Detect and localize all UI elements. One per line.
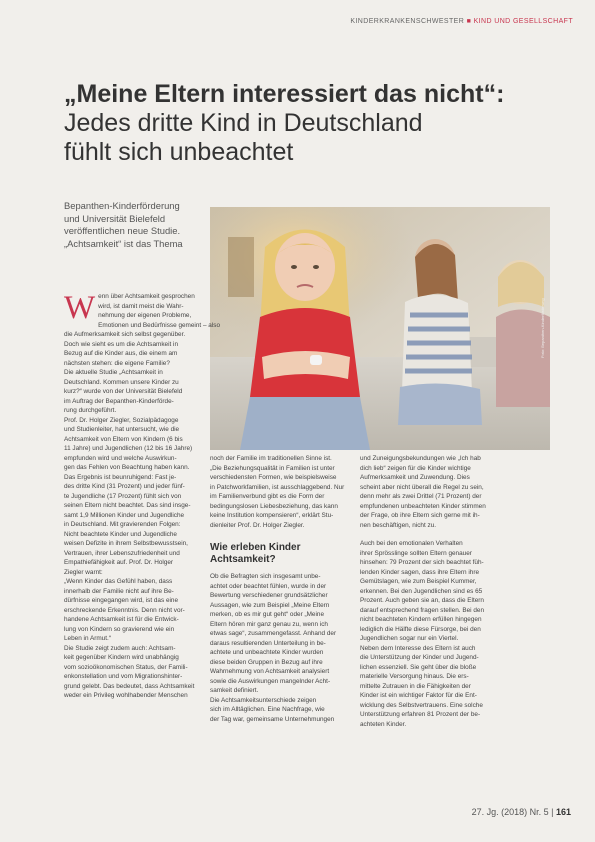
text-line: seinen Eltern nicht beachtet. Das sind insge- — [64, 502, 191, 509]
text-line: Emotionen und Bedürfnisse gemeint – also — [98, 321, 221, 329]
text-line: verschiedensten Formen, wie beispielsweise — [210, 474, 337, 481]
text-line: Empathiefähigkeit auf. Prof. Dr. Holger — [64, 559, 174, 566]
text-line: empfundenen unbeachteten Kinder stimmen — [360, 502, 486, 510]
text-line: rung durchgeführt. — [64, 407, 117, 414]
text-line: Deutschland. Kommen unsere Kinder zu — [64, 378, 179, 386]
text-line: gen das Fehlen von Beachtung haben kann. — [64, 464, 190, 471]
running-header — [350, 18, 573, 25]
text-line: samt 1,9 Millionen Kinder und Jugendliche — [64, 511, 185, 519]
title-line-2: Jedes dritte Kind in Deutschland — [64, 109, 423, 137]
header-category: KIND UND GESELLSCHAFT — [473, 18, 573, 25]
text-line: in Deutschland. Mit gravierenden Folgen: — [64, 521, 181, 528]
lead-line: veröffentlichen neue Studie. — [64, 225, 181, 236]
text-line: des dritte Kind (31 Prozent) und jeder fünf- — [64, 483, 185, 490]
text-line: handene Achtsamkeit ist für die Entwick- — [64, 616, 179, 623]
text-line: achtet oder beachtet fühlen, wurde in der — [210, 582, 327, 590]
text-line: der Tag war, gemeinsame Unternehmungen — [210, 715, 335, 723]
issue-info: 27. Jg. (2018) Nr. 5 | — [471, 807, 554, 817]
text-line: Prof. Dr. Holger Ziegler, Sozialpädagoge — [64, 416, 179, 424]
text-line: noch der Familie im traditionellen Sinne ist. — [210, 455, 332, 462]
page-number: 161 — [555, 807, 571, 817]
text-line: nicht beachteten Kindern erfüllen hingegen — [360, 616, 482, 623]
text-line: keine Institution kompensieren“, erklärt Stu- — [210, 512, 334, 519]
text-line: Bezug auf die Kinder aus, die einem am — [64, 350, 178, 357]
body-column-3 — [360, 454, 552, 729]
text-line: „Die Beziehungsqualität in Familien ist unter — [210, 464, 335, 472]
text-line: sich im Alltäglichen. Eine Nachfrage, wie — [210, 706, 325, 713]
text-line: Neben dem Interesse des Eltern ist auch — [360, 644, 476, 652]
photo-credit: Foto: Bepanthen-Kinderförderung — [540, 298, 545, 358]
article-title — [64, 80, 554, 167]
body-column-2 — [210, 454, 346, 724]
column-3-text-b — [360, 539, 552, 729]
article-photo — [210, 207, 550, 450]
text-line: diese beiden Gruppen in Bezug auf ihre — [210, 658, 323, 666]
text-line: enkonstellation und vom Migrationshinter- — [64, 673, 183, 680]
subheading-line-2: Achtsamkeit? — [210, 554, 276, 565]
subheading-line-1: Wie erleben Kinder — [210, 542, 301, 553]
page-footer — [472, 807, 571, 817]
text-line: nächsten stehen: die eigene Familie? — [64, 359, 170, 367]
text-line: keit gegenüber Kindern wird unabhängig — [64, 654, 179, 661]
title-line-3: fühlt sich unbeachtet — [64, 138, 294, 166]
text-line: Das Ergebnis ist beunruhigend: Fast je- — [64, 473, 177, 481]
text-line: enn über Achtsamkeit gesprochen — [98, 293, 195, 300]
text-line: bedingungslosen Liebesbeziehung, das kann — [210, 502, 338, 510]
text-line: Doch wie sieht es um die Achtsamkeit in — [64, 340, 179, 348]
text-line: lenden Kinder sagen, dass ihre Eltern ihre — [360, 568, 480, 576]
text-line: achtete und unbeachtete Kinder wurden — [210, 649, 324, 656]
text-line: hinsehen: 79 Prozent der sich beachtet füh- — [360, 559, 484, 566]
text-line: erkennen. Bei den Jugendlichen sind es 65 — [360, 587, 483, 595]
text-line: empfunden wird und welche Auswirkun- — [64, 454, 177, 462]
text-line: 11 Jahre) und Jugendlichen (12 bis 16 Jahre) — [64, 445, 193, 452]
text-line: wicklung des Selbstvertrauens. Eine solche — [360, 701, 483, 709]
text-line: Jugendlichen sogar nur ein Viertel. — [360, 635, 459, 642]
text-line: sowie die Auswirkungen mangelnder Acht- — [210, 677, 331, 685]
column-1-text — [64, 292, 221, 701]
dropcap: W — [64, 290, 96, 326]
text-line: Prozent. Auch geben sie an, dass die Eltern — [360, 597, 484, 604]
title-line-1: „Meine Eltern interessiert das nicht“: — [64, 80, 505, 108]
subheading — [210, 542, 346, 566]
text-line: daraus resultierenden Unterteilung in be- — [210, 639, 326, 647]
text-line: Kinder ist ein wichtiger Faktor für die Ent- — [360, 692, 477, 699]
text-line: Ziegler warnt: — [64, 568, 103, 576]
text-line: Achtsamkeit von Eltern von Kindern (6 bis — [64, 435, 183, 443]
text-line: die Unterstützung der Kinder und Jugend- — [360, 654, 479, 661]
lead-text — [64, 200, 198, 250]
text-line: weisen Defizite in ihrem Selbstbewusstsein, — [64, 540, 188, 547]
text-line: dienleiter Prof. Dr. Holger Ziegler. — [210, 521, 305, 529]
text-line: darauf entsprechend fragen stellen. Bei den — [360, 606, 484, 614]
lead-line: Bepanthen-Kinderförderung — [64, 200, 180, 211]
header-separator-icon: ■ — [466, 18, 472, 25]
text-line: vom sozioökonomischen Status, der Famili- — [64, 663, 188, 671]
text-line: der Frage, ob ihre Eltern sich gerne mit ih- — [360, 512, 480, 519]
text-line: lichen essenziell. Sie geht über die bloße — [360, 663, 477, 671]
text-line: scheint aber nicht überall die Regel zu sein, — [360, 483, 484, 491]
column-2-text-a — [210, 454, 346, 530]
text-line: und Zuneigungsbekundungen wie „Ich hab — [360, 455, 481, 462]
text-line: lung von Kindern so gravierend wie ein — [64, 625, 175, 633]
text-line: Wahrnehmung von Achtsamkeit analysiert — [210, 668, 330, 675]
text-line: Aufmerksamkeit und Zuwendung. Dies — [360, 474, 470, 481]
text-line: in Patchworkfamilien, ist ausschlaggebend. Nur — [210, 483, 345, 491]
text-line: mittelte Zutrauen in die Fähigkeiten der — [360, 682, 471, 690]
text-line: wird, ist damit meist die Wahr- — [98, 302, 184, 310]
text-line: kurz?“ wurde von der Universität Bielefeld — [64, 388, 183, 395]
lead-line: „Achtsamkeit“ ist das Thema — [64, 237, 183, 249]
text-line: Auch bei den emotionalen Verhalten — [360, 540, 463, 547]
body-column-1 — [64, 290, 221, 701]
text-line: Eltern hören mir ganz genau zu, wenn ich — [210, 620, 328, 628]
photo-illustration — [210, 207, 550, 450]
text-line: dürfnisse eingegangen wird, ist das eine — [64, 597, 179, 604]
text-line: und Studienleiter, hat untersucht, wie die — [64, 426, 180, 433]
text-line: Aussagen, wie zum Beispiel „Meine Eltern — [210, 601, 330, 609]
text-line: dich lieb“ zeigen für die Kinder wichtige — [360, 464, 471, 472]
text-line: Nicht beachtete Kinder und Jugendliche — [64, 530, 177, 538]
text-line: nehmung der eigenen Probleme, — [98, 312, 192, 319]
text-line: merken, ob es mir gut geht“ oder „Meine — [210, 611, 325, 618]
text-line: Gemütslagen, wie zum Beispiel Kummer, — [360, 578, 477, 585]
header-section: KINDERKRANKENSCHWESTER — [350, 18, 465, 25]
text-line: Die aktuelle Studie „Achtsamkeit in — [64, 369, 163, 376]
text-line: Ob die Befragten sich insgesamt unbe- — [210, 573, 321, 580]
text-line: im Familienverbund gibt es die Form der — [210, 493, 325, 500]
text-line: samkeit definiert. — [210, 687, 259, 694]
text-line: materielle Versorgung hinaus. Die ers- — [360, 673, 469, 680]
text-line: Die Studie zeigt zudem auch: Achtsam- — [64, 644, 176, 652]
text-line: Leben in Armut.“ — [64, 635, 111, 642]
column-3-text-a — [360, 454, 552, 530]
text-line: lediglich die Hälfte diese Fürsorge, bei den — [360, 625, 481, 633]
text-line: die Aufmerksamkeit sich selbst gegenüber. — [64, 331, 186, 338]
text-line: nen beschäftigen, nicht zu. — [360, 521, 437, 529]
text-line: innerhalb der Familie nicht auf ihre Be- — [64, 587, 174, 595]
text-line: Bewertung verschiedener grundsätzlicher — [210, 592, 328, 599]
lead-line: und Universität Bielefeld — [64, 212, 166, 224]
text-line: achteten Kinder. — [360, 720, 407, 728]
column-2-text-b — [210, 572, 346, 724]
text-line: im Auftrag der Bepanthen-Kinderförde- — [64, 397, 174, 405]
text-line: grund gelebt. Das bedeutet, dass Achtsamkeit — [64, 682, 195, 690]
text-line: Vertrauen, ihrer Lebenszufriedenheit und — [64, 549, 180, 557]
text-line: weder ein Privileg wohlhabender Menschen — [64, 692, 188, 699]
text-line: etwas sage“, zusammengefasst. Anhand der — [210, 630, 337, 637]
text-line: „Wenn Kinder das Gefühl haben, dass — [64, 578, 173, 585]
text-line: ihrer Sprösslinge sollten Eltern genauer — [360, 549, 472, 557]
text-line: denn mehr als zwei Drittel (71 Prozent) der — [360, 493, 482, 500]
text-line: Unterstützung erfahren 81 Prozent der be- — [360, 711, 481, 718]
text-line: te Jugendliche (17 Prozent) fühlt sich von — [64, 492, 182, 500]
text-line: erschreckende Erkenntnis. Denn nicht vor- — [64, 606, 185, 614]
text-line: Die Achtsamkeitsunterschiede zeigen — [210, 696, 317, 704]
